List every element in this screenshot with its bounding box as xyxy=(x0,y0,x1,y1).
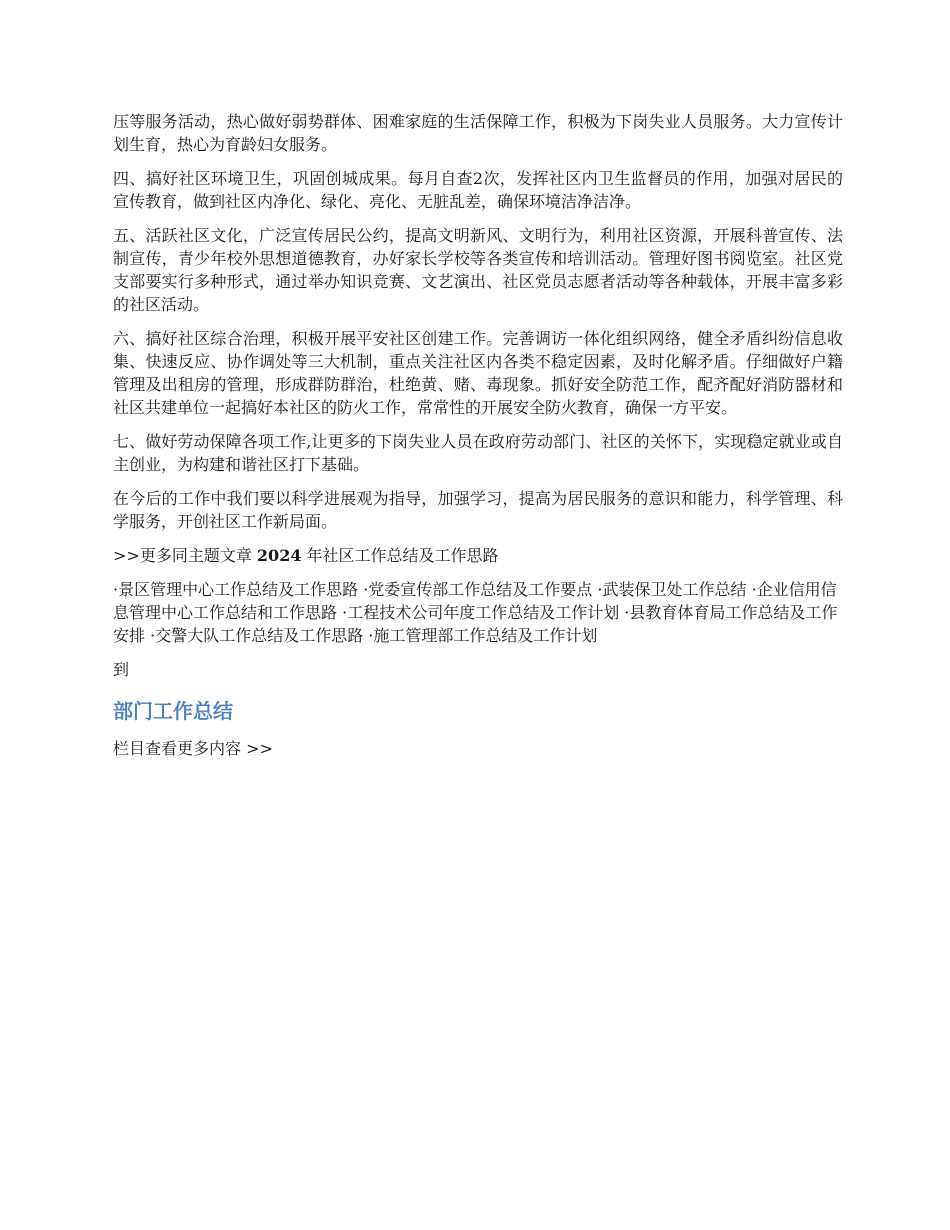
paragraph-governance: 六、搞好社区综合治理，积极开展平安社区创建工作。完善调访一体化组织网络，健全矛盾纠纷信息收集、快速反应、协作调处等三大机制，重点关注社区内各类不稳定因素，及时化解矛盾。仔细做好户籍管理及出租房的管理，形成群防群治，杜绝黄、赌、毒现象。抓好安全防范工作，配齐配好消防器材和社区共建单位一起搞好本社区的防火工作，常常性的开展安全防火教育，确保一方平安。 xyxy=(113,329,843,417)
more-articles-prefix: >>更多同主题文章 xyxy=(113,546,252,565)
document-page xyxy=(113,110,843,760)
related-links: ·景区管理中心工作总结及工作思路 ·党委宣传部工作总结及工作要点 ·武装保卫处工作总结 ·企业信用信息管理中心工作总结和工作思路 ·工程技术公司年度工作总结及工作计划 ·县教育体育局工作总结及工作安排 ·交警大队工作总结及工作思路 ·施工管理部工作总结及工作计划 xyxy=(113,580,838,645)
paragraph-culture: 五、活跃社区文化，广泛宣传居民公约，提高文明新风、文明行为，利用社区资源，开展科普宣传、法制宣传，青少年校外思想道德教育，办好家长学校等各类宣传和培训活动。管理好图书阅览室。社区党支部要实行多种形式，通过举办知识竞赛、文艺演出、社区党员志愿者活动等各种载体，开展丰富多彩的社区活动。 xyxy=(113,226,843,314)
more-articles-link[interactable] xyxy=(113,544,843,567)
related-link[interactable]: 县教育体育局工作总结及工作安排 xyxy=(113,603,838,645)
paragraph-conclusion: 在今后的工作中我们要以科学进展观为指导，加强学习，提高为居民服务的意识和能力，科学管理、科学服务，开创社区工作新局面。 xyxy=(113,489,843,531)
related-link[interactable]: 武装保卫处工作总结 xyxy=(602,580,747,599)
more-articles-year: 2024 xyxy=(256,546,302,565)
paragraph-labor: 七、做好劳动保障各项工作,让更多的下岗失业人员在政府劳动部门、社区的关怀下，实现稳定就业或自主创业，为构建和谐社区打下基础。 xyxy=(113,432,843,474)
related-link[interactable]: 党委宣传部工作总结及工作要点 xyxy=(368,580,593,599)
to-text: 到 xyxy=(113,660,130,679)
related-link[interactable]: 施工管理部工作总结及工作计划 xyxy=(373,626,598,645)
related-link[interactable]: 企业信用信息管理中心工作总结和工作思路 xyxy=(113,580,837,622)
view-more-link[interactable]: 栏目查看更多内容 >> xyxy=(113,739,273,758)
related-link[interactable]: 景区管理中心工作总结及工作思路 xyxy=(118,580,359,599)
more-articles-suffix: 年社区工作总结及工作思路 xyxy=(306,546,499,565)
paragraph-service: 压等服务活动，热心做好弱势群体、困难家庭的生活保障工作，积极为下岗失业人员服务。大力宣传计划生育，热心为育龄妇女服务。 xyxy=(113,112,843,154)
related-link[interactable]: 工程技术公司年度工作总结及工作计划 xyxy=(347,603,620,622)
paragraph-environment: 四、搞好社区环境卫生，巩固创城成果。每月自查2次，发挥社区内卫生监督员的作用，加强对居民的宣传教育，做到社区内净化、绿化、亮化、无脏乱差，确保环境洁净洁净。 xyxy=(113,169,843,211)
section-title[interactable]: 部门工作总结 xyxy=(113,699,233,723)
related-link[interactable]: 交警大队工作总结及工作思路 xyxy=(155,626,364,645)
